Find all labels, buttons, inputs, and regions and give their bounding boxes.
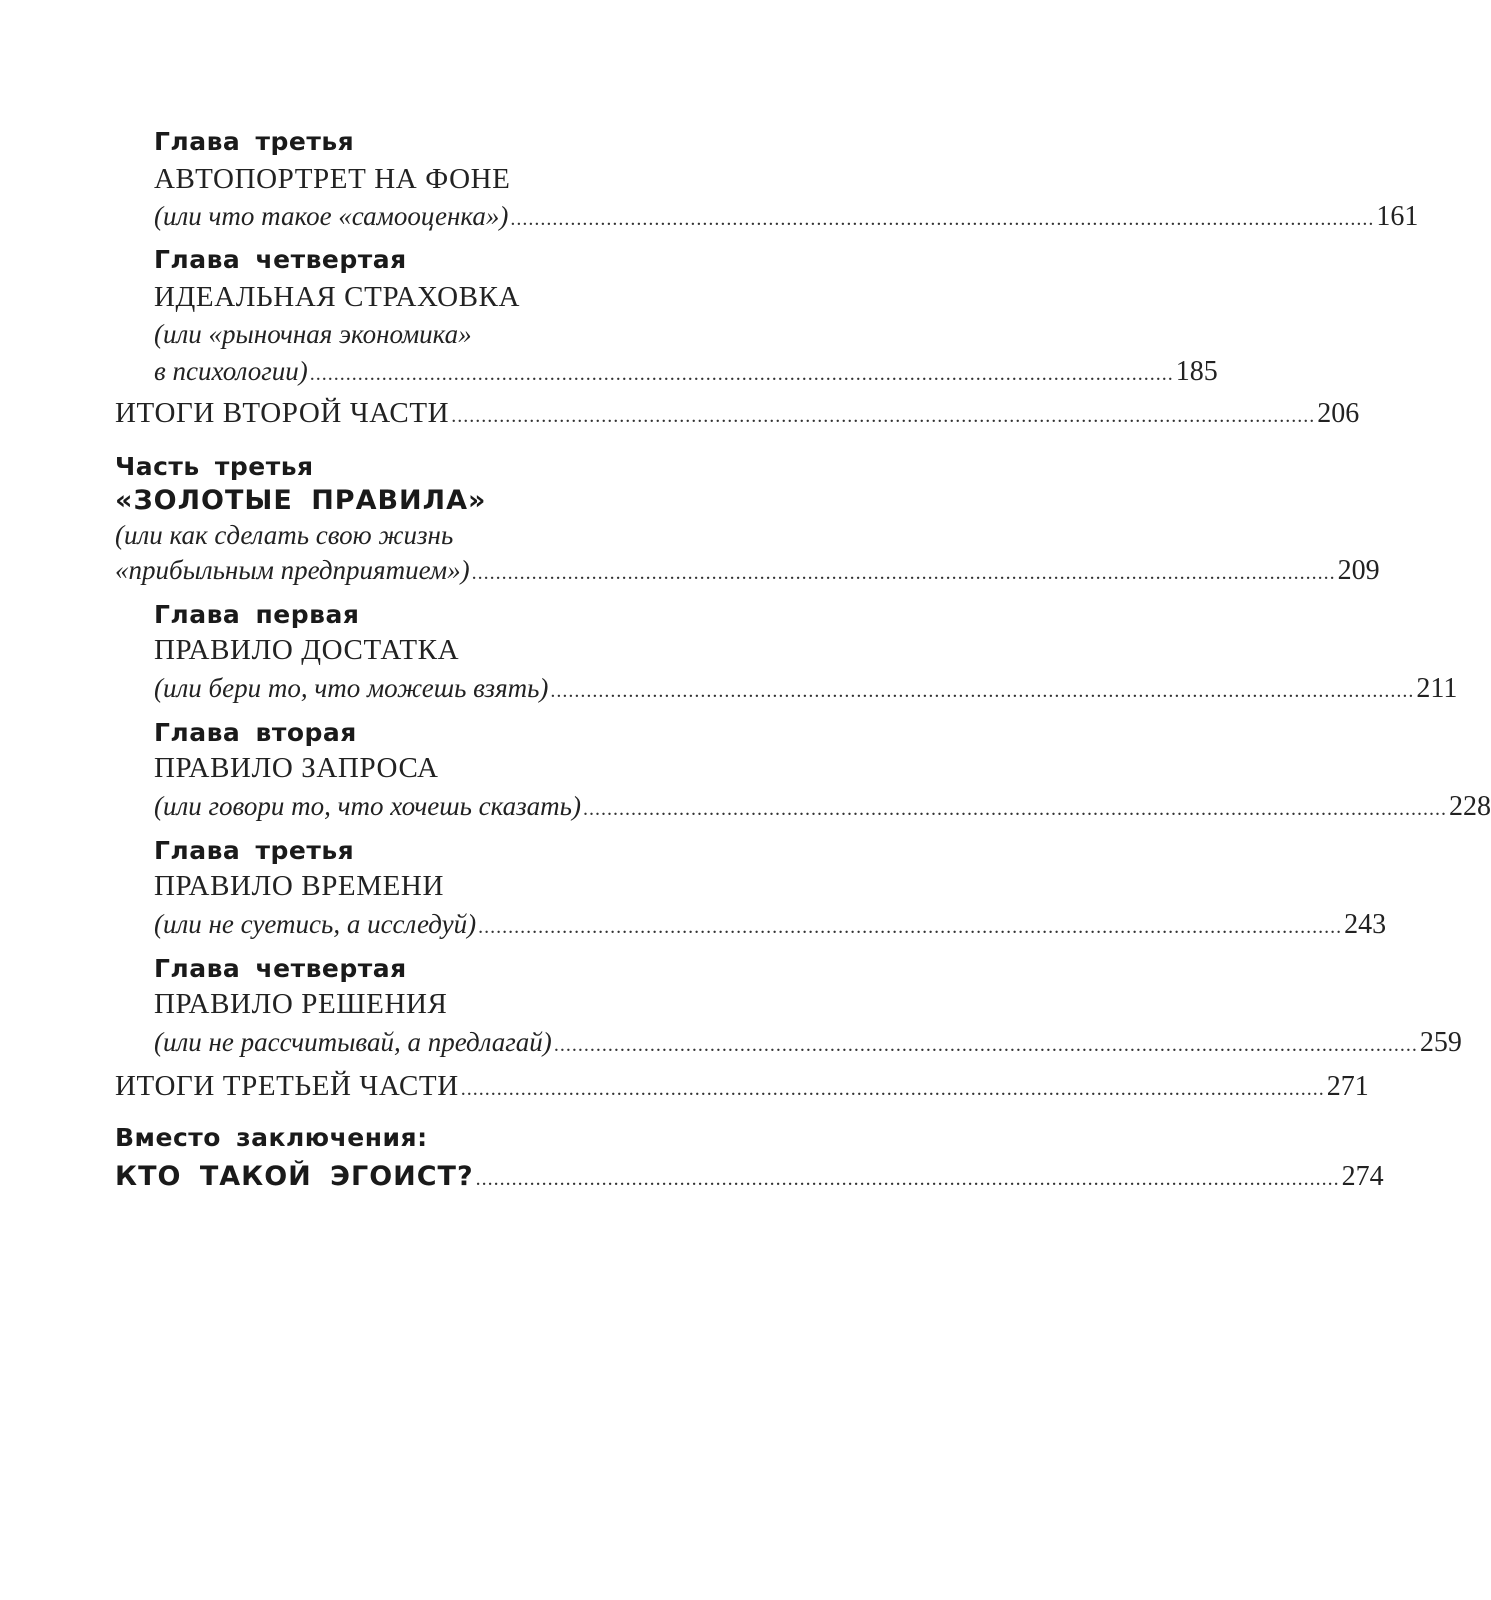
toc-entry-line[interactable]	[154, 668, 1458, 708]
chapter-subtitle: (или бери то, что можешь взять)	[154, 673, 549, 703]
dot-leader: ................................................................................................................................................	[451, 405, 1316, 427]
chapter-title: ИДЕАЛЬНАЯ СТРАХОВКА	[154, 281, 521, 313]
chapter-title: ПРАВИЛО РЕШЕНИЯ	[154, 988, 448, 1020]
chapter-title: ПРАВИЛО ЗАПРОСА	[154, 752, 439, 784]
toc-entry-line[interactable]	[115, 550, 1380, 590]
chapter-subtitle: (или не рассчитывай, а предлагай)	[154, 1027, 552, 1057]
chapter-heading: Глава первая	[154, 600, 360, 629]
dot-leader: ................................................................................................................................................	[478, 916, 1343, 938]
chapter-title: ПРАВИЛО ВРЕМЕНИ	[154, 870, 445, 902]
dot-leader: ................................................................................................................................................	[582, 798, 1447, 820]
dot-leader: ................................................................................................................................................	[550, 680, 1415, 702]
toc-entry-line[interactable]	[115, 393, 1360, 433]
page-number: 206	[1317, 398, 1360, 429]
chapter-subtitle: (или говори то, что хочешь сказать)	[154, 791, 581, 821]
toc-entry-line[interactable]	[154, 196, 1419, 236]
part-subtitle-line: (или как сделать свою жизнь	[115, 520, 454, 550]
part-summary-title: ИТОГИ ТРЕТЬЕЙ ЧАСТИ	[115, 1070, 459, 1102]
toc-entry-line[interactable]	[154, 904, 1387, 944]
page-number: 228	[1448, 791, 1491, 822]
toc-entry-line[interactable]	[154, 1022, 1462, 1062]
chapter-heading: Глава третья	[154, 836, 355, 865]
chapter-subtitle-line: (или «рыночная экономика»	[154, 319, 472, 349]
page-number: 259	[1419, 1027, 1462, 1058]
conclusion-title: КТО ТАКОЙ ЭГОИСТ?	[115, 1161, 474, 1192]
part-summary-title: ИТОГИ ВТОРОЙ ЧАСТИ	[115, 397, 450, 429]
part-subtitle: «прибыльным предприятием»)	[115, 555, 470, 585]
page-number: 209	[1337, 555, 1380, 586]
toc-entry-line[interactable]	[115, 1066, 1369, 1106]
dot-leader: ................................................................................................................................................	[553, 1034, 1418, 1056]
toc-entry-line[interactable]	[154, 351, 1218, 391]
chapter-subtitle: (или что такое «самооценка»)	[154, 201, 509, 231]
toc-entry-line[interactable]	[154, 786, 1491, 826]
chapter-subtitle: (или не суетись, а исследуй)	[154, 909, 477, 939]
part-title: «ЗОЛОТЫЕ ПРАВИЛА»	[115, 485, 487, 516]
page-number: 161	[1376, 201, 1419, 232]
chapter-subtitle: в психологии)	[154, 356, 308, 386]
page-number: 271	[1326, 1071, 1369, 1102]
chapter-heading: Глава четвертая	[154, 954, 407, 983]
chapter-heading: Глава вторая	[154, 718, 357, 747]
chapter-title: АВТОПОРТРЕТ НА ФОНЕ	[154, 163, 511, 195]
dot-leader: ................................................................................................................................................	[471, 562, 1336, 584]
dot-leader: ................................................................................................................................................	[460, 1078, 1325, 1100]
page-number: 274	[1341, 1161, 1384, 1192]
dot-leader: ................................................................................................................................................	[510, 208, 1375, 230]
dot-leader: ................................................................................................................................................	[309, 363, 1174, 385]
page-number: 211	[1416, 673, 1458, 704]
part-heading: Часть третья	[115, 452, 314, 481]
chapter-title: ПРАВИЛО ДОСТАТКА	[154, 634, 460, 666]
page-number: 185	[1175, 356, 1218, 387]
chapter-heading: Глава третья	[154, 127, 355, 156]
conclusion-heading: Вместо заключения:	[115, 1123, 428, 1152]
page-number: 243	[1344, 909, 1387, 940]
toc-entry-line[interactable]	[115, 1157, 1384, 1197]
dot-leader: ................................................................................................................................................	[475, 1168, 1340, 1190]
chapter-heading: Глава четвертая	[154, 245, 407, 274]
